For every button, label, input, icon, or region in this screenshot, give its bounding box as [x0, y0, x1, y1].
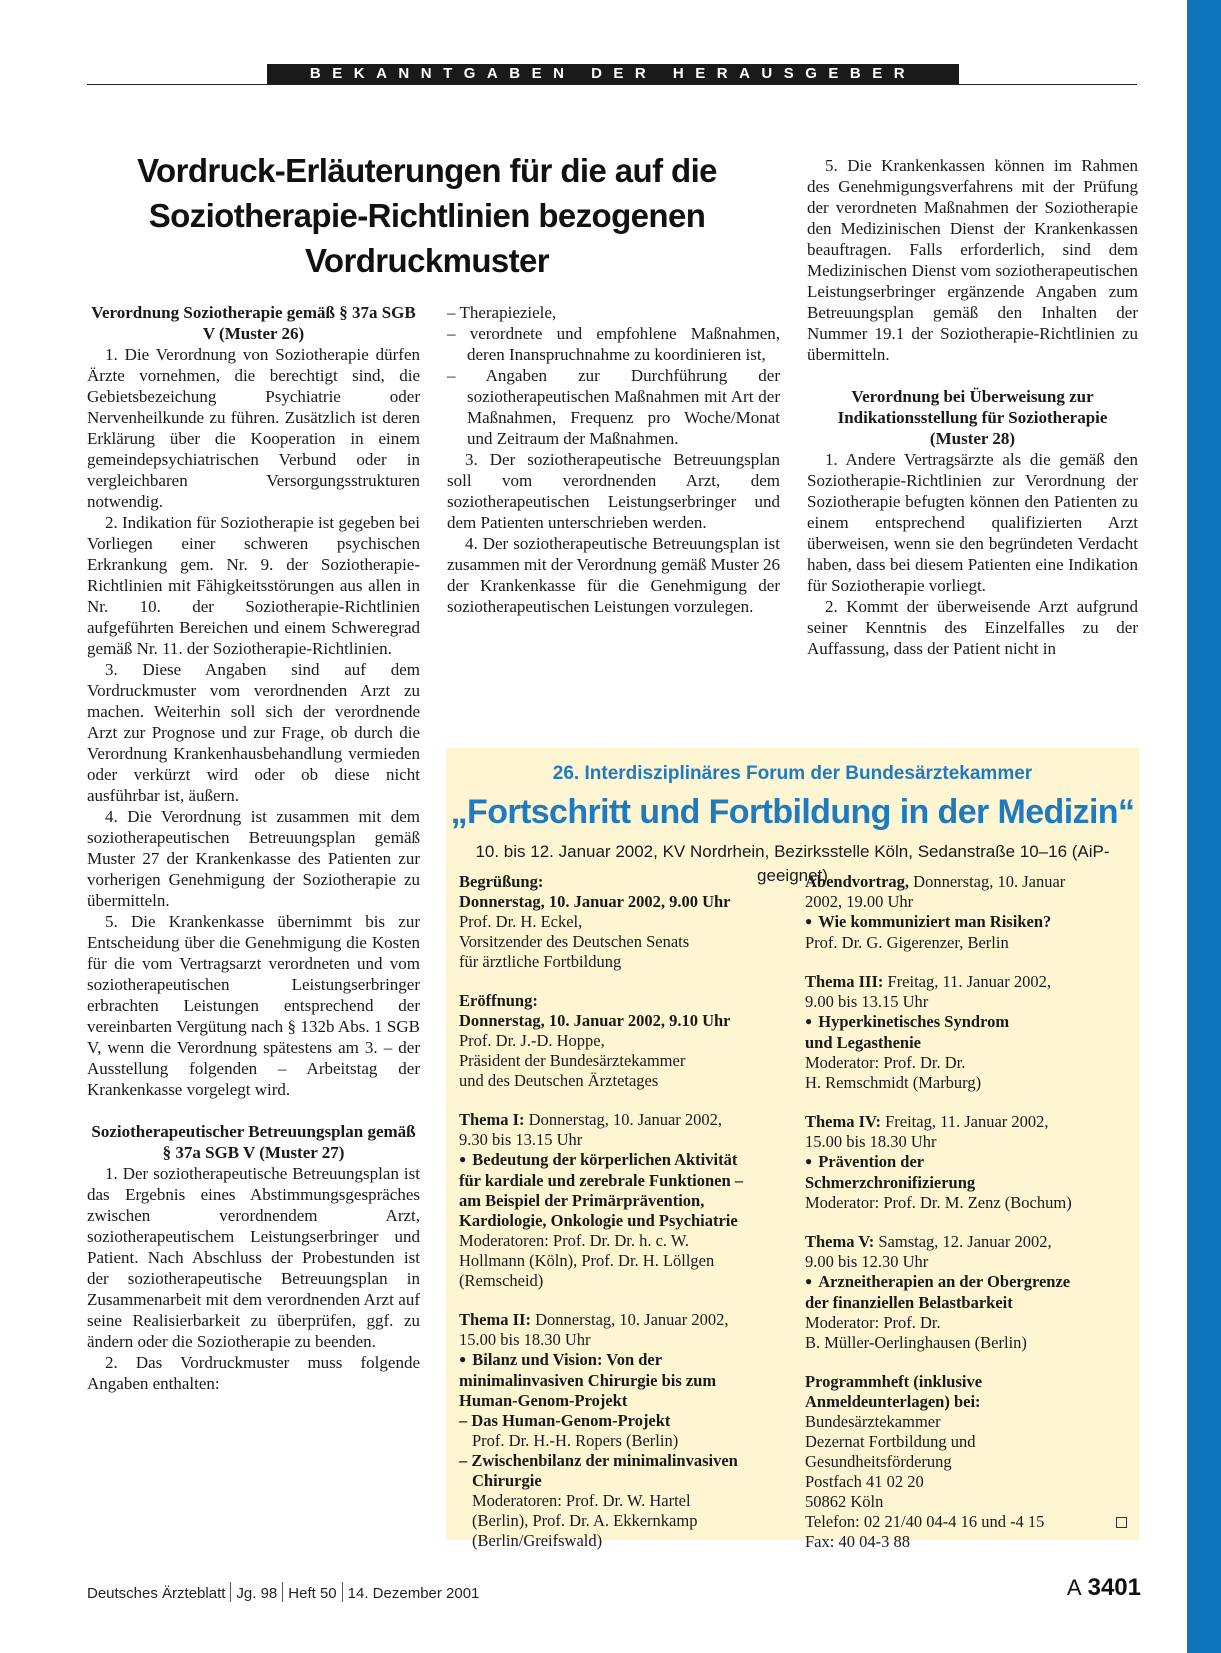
forum-announcement-box	[446, 748, 1139, 1551]
paragraph: 5. Die Krankenkasse übernimmt bis zur Entscheidung über die Genehmigung die Kosten für die vom Vertragsarzt verordneten und vom soziotherapeutischen Leistungserbringer erbrachten Leistungen entsprechend der vereinbarten Vergütung nach § 132b Abs. 1 SGB V, wenn die Verordnung spätestens am 3. – der Ausstellung folgenden – Arbeitstag der Krankenkasse vorgelegt wird.	[87, 912, 420, 1099]
bullet-icon: ● Prävention der	[805, 1152, 1125, 1173]
program-column-left	[459, 872, 777, 1570]
journal-volume: Jg. 98	[236, 1585, 278, 1602]
program-column-right	[805, 872, 1125, 1571]
paragraph: 4. Der soziotherapeutische Betreuungsplan ist zusammen mit der Verordnung gemäß Muster 26 der Krankenkasse für die Genehmigung der soziotherapeutischen Leistungen vorzulegen.	[447, 534, 781, 616]
edge-color-strip	[1187, 0, 1221, 1653]
list-item: – Therapieziele,	[447, 302, 780, 323]
bullet-icon: ● Hyperkinetisches Syndrom	[805, 1012, 1125, 1033]
column-2	[447, 302, 780, 617]
journal-date: 14. Dezember 2001	[347, 1585, 480, 1602]
section-header: BEKANNTGABEN DER HERAUSGEBER	[267, 64, 959, 84]
paragraph: 3. Diese Angaben sind auf dem Vordruckmuster vom verordnenden Arzt zu machen. Weiterhin soll sich der verordnende Arzt zur Prognose und zur Frage, ob durch die Verordnung Krankenhausbehandlung vermieden oder verkürzt wird oder ob diese nicht ausführbar ist, äußern.	[87, 660, 420, 805]
program-item-thema-2: Thema II: Donnerstag, 10. Januar 2002, 15.00 bis 18.30 Uhr ● Bilanz und Vision: Von der minimalinvasiven Chirurgie bis zum Human-Genom-Projekt – Das Human-Genom-Projekt Prof. Dr. H.-H. Ropers (Berlin) – Zwischenbilanz der minimalinvasiven Chirurgie Moderatoren: Prof. Dr. W. Hartel (Berlin), Prof. Dr. A. Ekkernkamp (Berlin/Greifswald)	[459, 1310, 777, 1551]
program-item-begruessung: Begrüßung: Donnerstag, 10. Januar 2002, 9.00 Uhr Prof. Dr. H. Eckel, Vorsitzender des Deutschen Senats für ärztliche Fortbildung	[459, 872, 731, 971]
forum-title: „Fortschritt und Fortbildung in der Medizin“	[450, 793, 1135, 831]
page-number: A 3401	[1066, 1574, 1141, 1601]
column-1	[87, 302, 420, 1394]
footer	[87, 1582, 479, 1602]
end-square-icon	[1116, 1517, 1127, 1528]
bullet-icon: ● Wie kommuniziert man Risiken?	[805, 912, 1125, 933]
list-item: – verordnete und empfohlene Maßnahmen, deren Inanspruchnahme zu koordinieren ist,	[447, 323, 780, 365]
heading-muster-26: Verordnung Soziotherapie gemäß § 37a SGB V (Muster 26)	[91, 303, 416, 343]
program-item-abendvortrag: Abendvortrag, Donnerstag, 10. Januar 2002, 19.00 Uhr ● Wie kommuniziert man Risiken? Prof. Dr. G. Gigerenzer, Berlin	[805, 872, 1125, 953]
heading-muster-28: Verordnung bei Überweisung zur Indikationsstellung für Soziotherapie (Muster 28)	[837, 387, 1108, 448]
paragraph: 1. Die Verordnung von Soziotherapie dürfen Ärzte vornehmen, die berechtigt sind, die Gebietsbezeichung Psychiatrie oder Nervenheilkunde zu führen. Zusätzlich ist deren Erklärung über die Kooperation in einem gemeindepsychiatrischen Verbund oder in vergleichbaren Versorgungsstrukturen notwendig.	[87, 345, 420, 511]
program-item-thema-3: Thema III: Freitag, 11. Januar 2002, 9.00 bis 13.15 Uhr ● Hyperkinetisches Syndrom und Legasthenie Moderator: Prof. Dr. Dr. H. Remschmidt (Marburg)	[805, 972, 1125, 1093]
forum-date-location: 10. bis 12. Januar 2002, KV Nordrhein, Bezirksstelle Köln, Sedanstraße 10–16 (AiP-geeignet)	[475, 842, 1110, 885]
header-rule	[87, 84, 1137, 85]
required-items-list	[447, 302, 780, 449]
column-3	[807, 155, 1138, 659]
list-item: – Angaben zur Durchführung der soziotherapeutischen Maßnahmen mit Art der Maßnahmen, Frequenz pro Woche/Monat und Zeitraum der Maßnahmen.	[447, 365, 780, 449]
program-item-eroeffnung: Eröffnung: Donnerstag, 10. Januar 2002, 9.10 Uhr Prof. Dr. J.-D. Hoppe, Präsident der Bundesärztekammer und des Deutschen Ärztetages	[459, 991, 731, 1090]
paragraph: 3. Der soziotherapeutische Betreuungsplan soll vom verordnenden Arzt, dem soziotherapeutischen Leistungserbringer und dem Patienten unterschrieben werden.	[447, 450, 780, 532]
journal-name: Deutsches Ärzteblatt	[87, 1585, 226, 1602]
program-item-thema-1: Thema I: Donnerstag, 10. Januar 2002, 9.30 bis 13.15 Uhr ● Bedeutung der körperlichen Aktivität für kardiale und zerebrale Funktionen – am Beispiel der Primärprävention, Kardiologie, Onkologie und Psychiatrie Moderatoren: Prof. Dr. Dr. h. c. W. Hollmann (Köln), Prof. Dr. H. Löllgen (Remscheid)	[459, 1110, 777, 1291]
paragraph: 2. Indikation für Soziotherapie ist gegeben bei Vorliegen einer schweren psychischen Erkrankung gem. Nr. 9. der Soziotherapie-Richtlinien mit Fähigkeitsstörungen aus allen in Nr. 10. der Soziotherapie-Richtlinien aufgeführten Bereichen und einem Schweregrad gemäß Nr. 11. der Soziotherapie-Richtlinien.	[87, 513, 420, 658]
paragraph: 2. Kommt der überweisende Arzt aufgrund seiner Kenntnis des Einzelfalles zu der Auffassung, dass der Patient nicht in	[807, 597, 1138, 658]
bullet-icon: ● Bedeutung der körperlichen Aktivität	[459, 1150, 777, 1171]
article-title: Vordruck-Erläuterungen für die auf die Soziotherapie-Richtlinien bezogenen Vordruckmuster	[137, 152, 717, 279]
bullet-icon: ● Bilanz und Vision: Von der	[459, 1350, 777, 1371]
forum-subtitle: 26. Interdisziplinäres Forum der Bundesärztekammer	[552, 763, 1033, 784]
paragraph: 4. Die Verordnung ist zusammen mit dem soziotherapeutischen Betreuungsplan gemäß Muster 27 der Krankenkasse des Patienten zur vorherigen Genehmigung der Soziotherapie zu übermitteln.	[87, 807, 420, 910]
journal-issue: Heft 50	[288, 1585, 337, 1602]
paragraph: 1. Andere Vertragsärzte als die gemäß den Soziotherapie-Richtlinien zur Verordnung der Soziotherapie befugten können den Patienten zu einem entsprechend qualifizierten Arzt überweisen, wenn sie den begründeten Verdacht haben, dass bei diesem Patienten eine Indikation für Soziotherapie vorliegt.	[807, 450, 1138, 595]
program-contact: Programmheft (inklusive Anmeldeunterlagen) bei: Bundesärztekammer Dezernat Fortbildung und Gesundheitsförderung Postfach 41 02 20 50862 Köln Telefon: 02 21/40 04-4 16 und -4 15 Fax: 40 04-3 88	[805, 1372, 1045, 1551]
bullet-icon: ● Arzneitherapien an der Obergrenze	[805, 1272, 1125, 1293]
paragraph: 2. Das Vordruckmuster muss folgende Angaben enthalten:	[87, 1353, 420, 1393]
paragraph: 1. Der soziotherapeutische Betreuungsplan ist das Ergebnis eines Abstimmungsgespräches zwischen verordnendem Arzt, soziotherapeutischem Leistungserbringer und Patient. Nach Abschluss der Probestunden ist der soziotherapeutische Betreuungsplan in Zusammenarbeit mit dem verordnenden Arzt auf seine Realisierbarkeit zu überprüfen, ggf. zu ändern oder die Soziotherapie zu beenden.	[87, 1164, 420, 1351]
paragraph: 5. Die Krankenkassen können im Rahmen des Genehmigungsverfahrens mit der Prüfung der verordneten Maßnahmen der Soziotherapie den Medizinischen Dienst der Krankenkassen beauftragen. Falls erforderlich, sind dem Medizinischen Dienst vom soziotherapeutischen Leistungserbringer ergänzende Angaben zum Betreuungsplan gemäß den Inhalten der Nummer 19.1 der Soziotherapie-Richtlinien zu übermitteln.	[807, 156, 1138, 364]
program-item-thema-5: Thema V: Samstag, 12. Januar 2002, 9.00 bis 12.30 Uhr ● Arzneitherapien an der Obergrenze der finanziellen Belastbarkeit Moderator: Prof. Dr. B. Müller-Oerlinghausen (Berlin)	[805, 1232, 1125, 1353]
program-item-thema-4: Thema IV: Freitag, 11. Januar 2002, 15.00 bis 18.30 Uhr ● Prävention der Schmerzchronifizierung Moderator: Prof. Dr. M. Zenz (Bochum)	[805, 1112, 1125, 1213]
heading-muster-27: Soziotherapeutischer Betreuungsplan gemäß § 37a SGB V (Muster 27)	[91, 1122, 416, 1162]
